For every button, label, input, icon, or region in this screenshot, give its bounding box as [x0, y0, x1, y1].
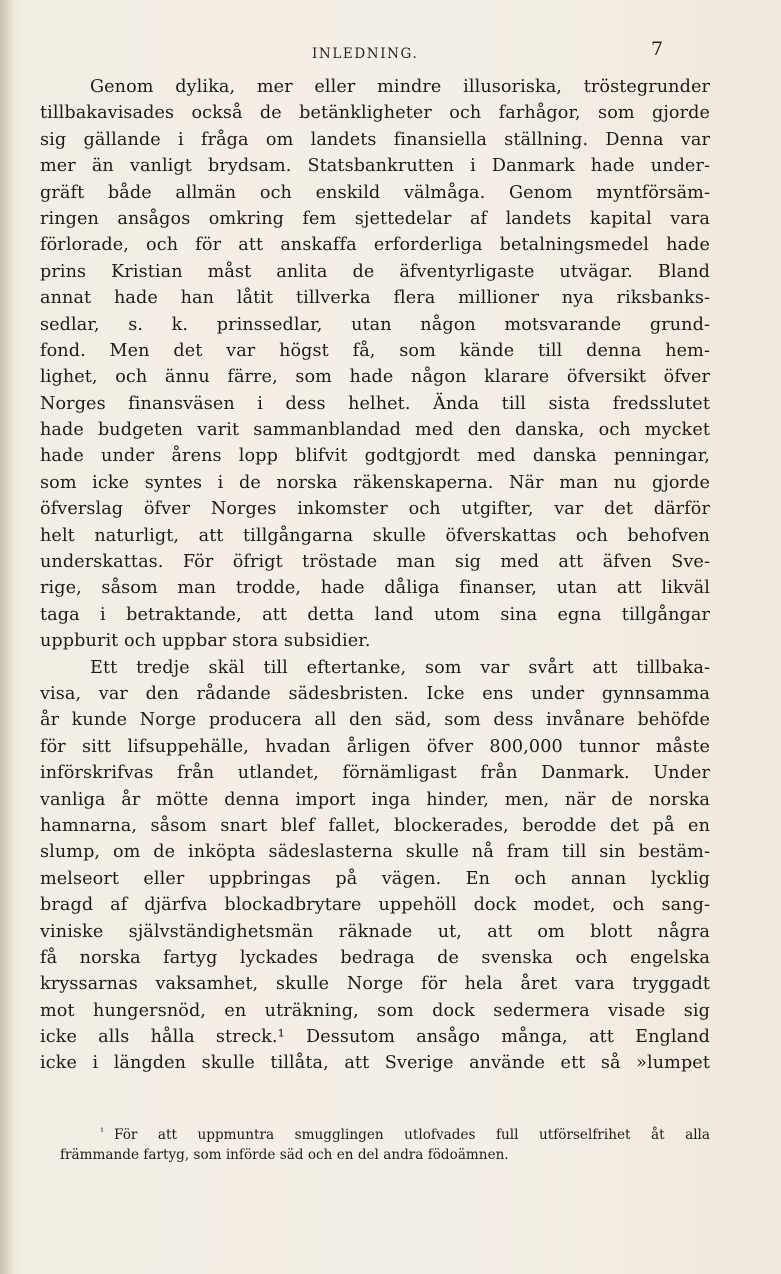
text-line: prins Kristian måst anlita de äfventyrligaste utvägar. Bland [40, 261, 710, 282]
text-line: införskrifvas från utlandet, förnämligast från Danmark. Under [40, 763, 710, 784]
text-line: kryssarnas vaksamhet, skulle Norge för hela året vara tryggadt [40, 974, 710, 995]
text-line: uppburit och uppbar stora subsidier. [40, 631, 371, 652]
text-line: sedlar, s. k. prinssedlar, utan någon motsvarande grund- [40, 314, 710, 335]
page-number: 7 [651, 38, 664, 60]
text-line: vanliga år mötte denna import inga hinder, men, när de norska [40, 789, 710, 810]
text-line: öfverslag öfver Norges inkomster och utgifter, var det därför [40, 499, 710, 520]
text-line: fond. Men det var högst få, som kände till denna hem- [40, 340, 710, 361]
text-line: melseort eller uppbringas på vägen. En och annan lycklig [40, 868, 710, 889]
text-line: gräft både allmän och enskild välmåga. Genom myntförsäm- [40, 182, 710, 203]
footnote-line [60, 1122, 710, 1144]
text-line: annat hade han låtit tillverka flera millioner nya riksbanks- [40, 288, 710, 309]
text-line: icke i längden skulle tillåta, att Sverige använde ett så »lumpet [40, 1053, 710, 1074]
text-line: lighet, och ännu färre, som hade någon klarare öfversikt öfver [40, 367, 710, 388]
text-line: som icke syntes i de norska räkenskaperna. När man nu gjorde [40, 472, 710, 493]
text-line: taga i betraktande, att detta land utom sina egna tillgångar [40, 604, 710, 625]
text-line: rige, såsom man trodde, hade dåliga finanser, utan att likväl [40, 578, 710, 599]
text-line: för sitt lifsuppehälle, hvadan årligen öfver 800,000 tunnor måste [40, 736, 710, 757]
footnote-text: För att uppmuntra smugglingen utlofvades full utförselfrihet åt alla [114, 1127, 710, 1143]
text-line: hade under årens lopp blifvit godtgjordt med danska penningar, [40, 446, 710, 467]
text-line: mer än vanligt brydsam. Statsbankrutten i Danmark hade under- [40, 156, 710, 177]
text-line: förlorade, och för att anskaffa erforderliga betalningsmedel hade [40, 235, 710, 256]
text-line: bragd af djärfva blockadbrytare uppehöll dock modet, och sang- [40, 895, 710, 916]
text-line: slump, om de inköpta sädeslasterna skulle nå fram till sin bestäm- [40, 842, 710, 863]
text-line: Genom dylika, mer eller mindre illusoriska, tröstegrunder [90, 77, 710, 97]
running-head-title: INLEDNING. [312, 46, 419, 62]
text-line: tillbakavisades också de betänkligheter och farhågor, som gjorde [40, 103, 710, 124]
footnote-line: främmande fartyg, som införde säd och en del andra födoämnen. [60, 1147, 509, 1163]
text-line: Ett tredje skäl till eftertanke, som var svårt att tillbaka- [90, 657, 710, 678]
text-line: icke alls hålla streck.¹ Dessutom ansågo många, att England [40, 1027, 710, 1048]
text-line: få norska fartyg lyckades bedraga de svenska och engelska [40, 947, 710, 968]
footnote-marker: ¹ [100, 1127, 105, 1138]
text-line: ringen ansågos omkring fem sjettedelar af landets kapital vara [40, 208, 710, 229]
text-line: viniske självständighetsmän räknade ut, att om blott några [40, 921, 710, 942]
body-text [40, 74, 710, 1077]
text-line: mot hungersnöd, en uträkning, som dock sedermera visade sig [40, 1000, 710, 1021]
text-line: år kunde Norge producera all den säd, som dess invånare behöfde [40, 710, 710, 731]
running-head [0, 40, 781, 70]
text-line: visa, var den rådande sädesbristen. Icke ens under gynnsamma [40, 683, 710, 704]
text-line: hade budgeten varit sammanblandad med den danska, och mycket [40, 420, 710, 441]
footnote [60, 1122, 710, 1166]
text-line: underskattas. För öfrigt tröstade man sig med att äfven Sve- [40, 552, 710, 573]
text-line: helt naturligt, att tillgångarna skulle öfverskattas och behofven [40, 525, 710, 546]
text-line: Norges finansväsen i dess helhet. Ända till sista fredsslutet [40, 393, 710, 414]
text-line: sig gällande i fråga om landets finansiella ställning. Denna var [40, 129, 710, 150]
spine-shadow [0, 0, 14, 1274]
text-line: hamnarna, såsom snart blef fallet, blockerades, berodde det på en [40, 815, 710, 836]
